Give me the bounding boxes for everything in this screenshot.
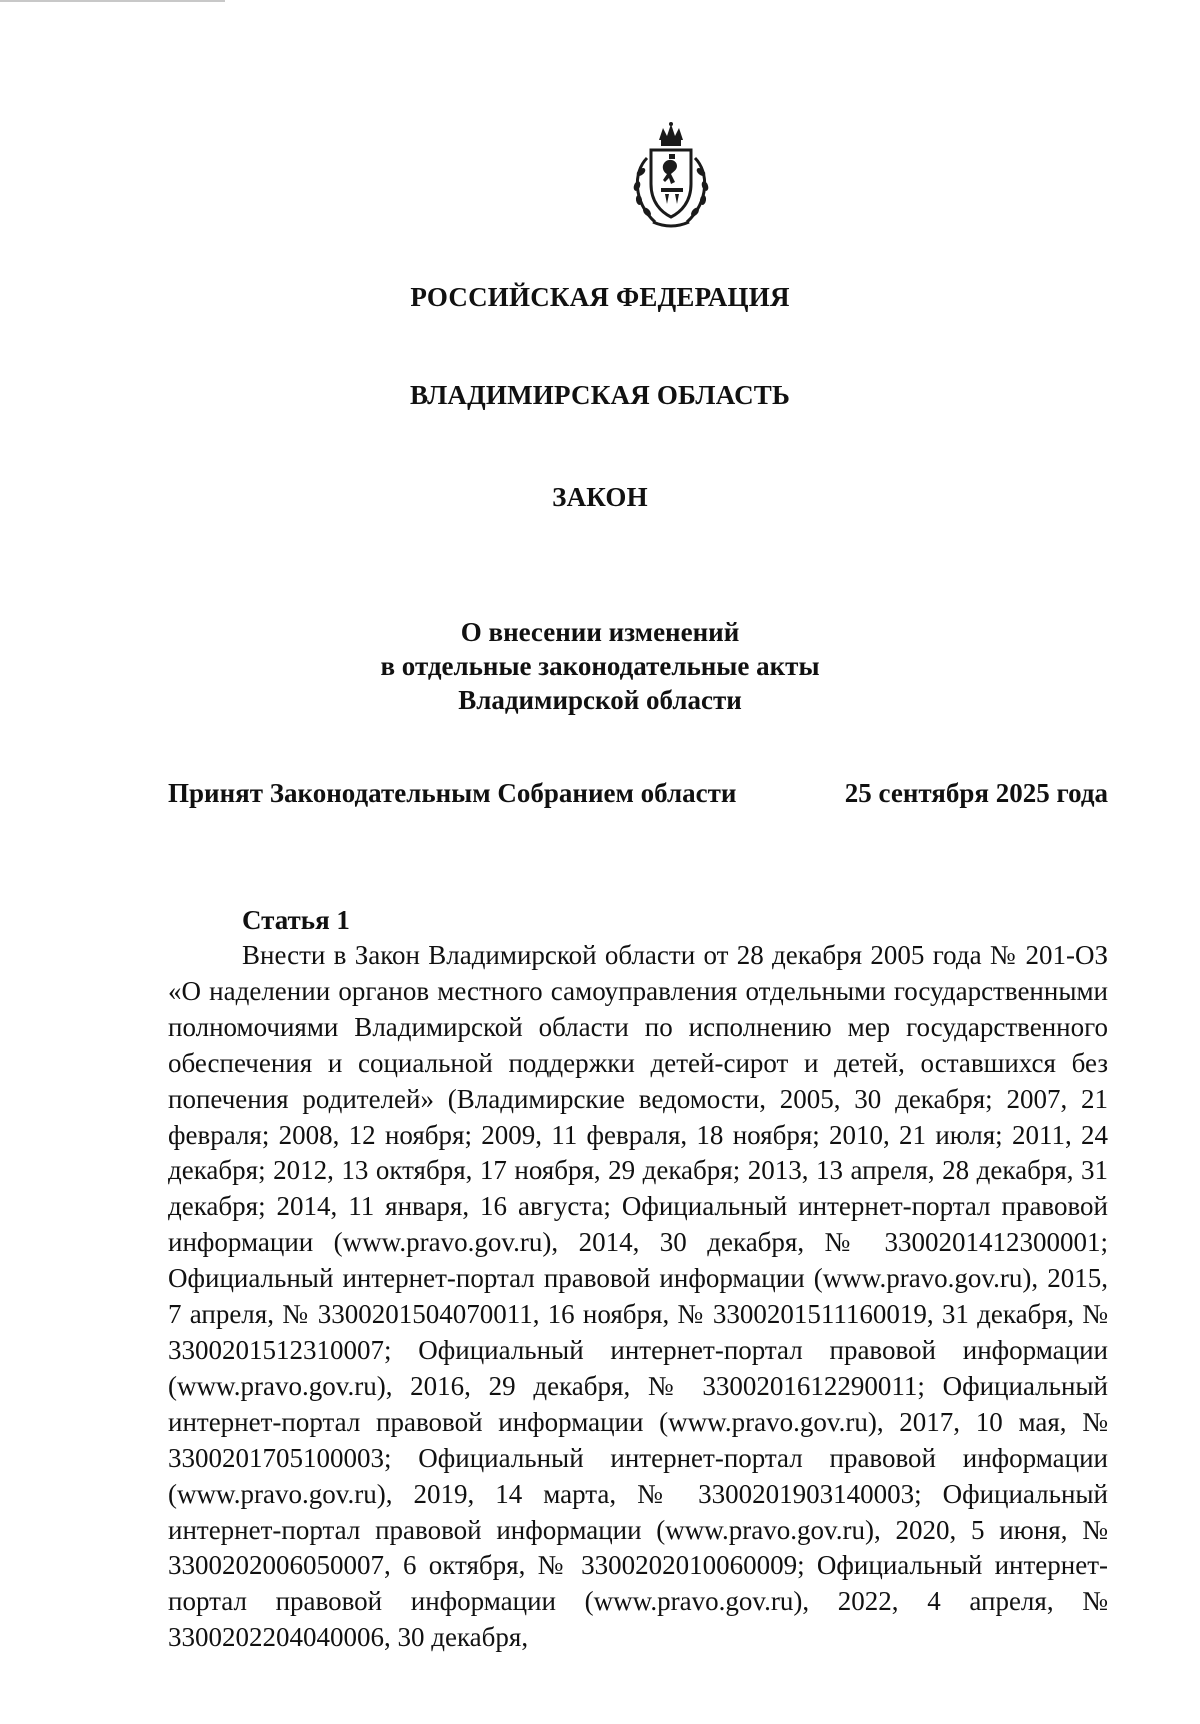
federation-heading: РОССИЙСКАЯ ФЕДЕРАЦИЯ (410, 282, 790, 312)
adoption-date: 25 сентября 2025 года (844, 778, 1108, 808)
article-body-text: Внести в Закон Владимирской области от 28 декабря 2005 года № 201-ОЗ «О наделении органов местного самоуправления отдельными государственными полномочиями Владимирской области по исполнению мер государственного обеспечения и социальной поддержки детей-сирот и детей, оставшихся без попечения родителей» (Владимирские ведомости, 2005, 30 декабря; 2007, 21 февраля; 2008, 12 ноября; 2009, 11 февраля, 18 ноября; 2010, 21 июля; 2011, 24 декабря; 2012, 13 октября, 17 ноября, 29 декабря; 2013, 13 апреля, 28 декабря, 31 декабря; 2014, 11 января, 16 августа; Официальный интернет-портал правовой информации (www.pravo.gov.ru), 2014, 30 декабря, № 3300201412300001; Официальный интернет-портал правовой информации (www.pravo.gov.ru), 2015, 7 апреля, № 3300201504070011, 16 ноября, № 3300201511160019, 31 декабря, № 3300201512310007; Официальный интернет-портал правовой информации (www.pravo.gov.ru), 2016, 29 декабря, № 3300201612290011; Официальный интернет-портал правовой информации (www.pravo.gov.ru), 2017, 10 мая, № 3300201705100003; Официальный интернет-портал правовой информации (www.pravo.gov.ru), 2019, 14 марта, № 3300201903140003; Официальный интернет-портал правовой информации (www.pravo.gov.ru), 2020, 5 июня, № 3300202006050007, 6 октября, № 3300202010060009; Официальный интернет-портал правовой информации (www.pravo.gov.ru), 2022, 4 апреля, № 3300202204040006, 30 декабря, (168, 940, 1108, 1653)
article-heading: Статья 1 (242, 905, 350, 935)
scan-edge-mark (0, 0, 225, 2)
law-title (0, 615, 1200, 717)
law-title-line-2: в отдельные законодательные акты (380, 651, 820, 681)
document-type-heading: ЗАКОН (552, 482, 648, 512)
coat-of-arms-icon (625, 122, 717, 232)
region-heading: ВЛАДИМИРСКАЯ ОБЛАСТЬ (409, 380, 791, 410)
law-title-line-3: Владимирской области (458, 685, 742, 715)
adoption-label: Принят Законодательным Собранием области (168, 778, 737, 808)
law-title-line-1: О внесении изменений (460, 617, 740, 647)
